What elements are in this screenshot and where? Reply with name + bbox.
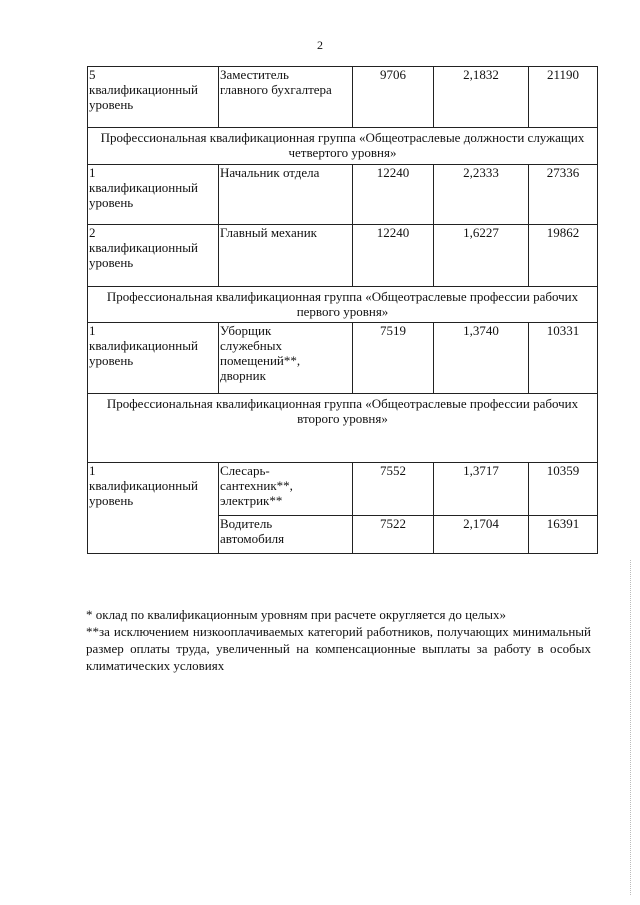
- coefficient-cell: 2,1704: [434, 516, 529, 554]
- footnotes: [86, 606, 591, 674]
- salary-cell: 16391: [529, 516, 598, 554]
- coefficient-cell: 1,3740: [434, 323, 529, 394]
- coefficient-cell: 2,2333: [434, 165, 529, 225]
- base-salary-cell: 12240: [353, 165, 434, 225]
- group-header-row: [88, 394, 598, 463]
- table-row: [88, 323, 598, 394]
- base-salary-cell: 7522: [353, 516, 434, 554]
- position-cell: Слесарь- сантехник**, электрик**: [219, 463, 353, 516]
- position-cell: Главный механик: [219, 225, 353, 287]
- position-cell: Начальник отдела: [219, 165, 353, 225]
- salary-cell: 19862: [529, 225, 598, 287]
- table-row: [88, 463, 598, 516]
- table-row: [88, 225, 598, 287]
- salary-cell: 10331: [529, 323, 598, 394]
- position-cell: Водитель автомобиля: [219, 516, 353, 554]
- qualification-level-cell: 1 квалификационный уровень: [88, 463, 219, 554]
- group-header: Профессиональная квалификационная группа «Общеотраслевые профессии рабочих первого уровня»: [88, 287, 598, 323]
- coefficient-cell: 1,3717: [434, 463, 529, 516]
- salary-cell: 21190: [529, 67, 598, 128]
- qualification-level-cell: 5 квалификационный уровень: [88, 67, 219, 128]
- base-salary-cell: 7552: [353, 463, 434, 516]
- salary-cell: 27336: [529, 165, 598, 225]
- scan-edge-mark: [630, 560, 632, 895]
- qualification-level-cell: 1 квалификационный уровень: [88, 165, 219, 225]
- footnote-rounding: * оклад по квалификационным уровням при расчете округляется до целых»: [86, 607, 507, 622]
- group-header-row: [88, 287, 598, 323]
- table-row: [88, 67, 598, 128]
- coefficient-cell: 2,1832: [434, 67, 529, 128]
- group-header-row: [88, 128, 598, 165]
- salary-table: [87, 66, 598, 554]
- group-header: Профессиональная квалификационная группа «Общеотраслевые должности служащих четвертого уровня»: [88, 128, 598, 165]
- base-salary-cell: 7519: [353, 323, 434, 394]
- page-number: 2: [317, 38, 323, 52]
- table-row: [88, 165, 598, 225]
- qualification-level-cell: 1 квалификационный уровень: [88, 323, 219, 394]
- base-salary-cell: 12240: [353, 225, 434, 287]
- position-cell: Заместитель главного бухгалтера: [219, 67, 353, 128]
- position-cell: Уборщик служебных помещений**, дворник: [219, 323, 353, 394]
- qualification-level-cell: 2 квалификационный уровень: [88, 225, 219, 287]
- coefficient-cell: 1,6227: [434, 225, 529, 287]
- group-header: Профессиональная квалификационная группа «Общеотраслевые профессии рабочих второго уровня»: [88, 394, 598, 463]
- footnote-exclusion: **за исключением низкооплачиваемых категорий работников, получающих минимальный размер оплаты труда, увеличенный на компенсационные выплаты за работу в особых климатических условиях: [86, 624, 591, 673]
- salary-cell: 10359: [529, 463, 598, 516]
- base-salary-cell: 9706: [353, 67, 434, 128]
